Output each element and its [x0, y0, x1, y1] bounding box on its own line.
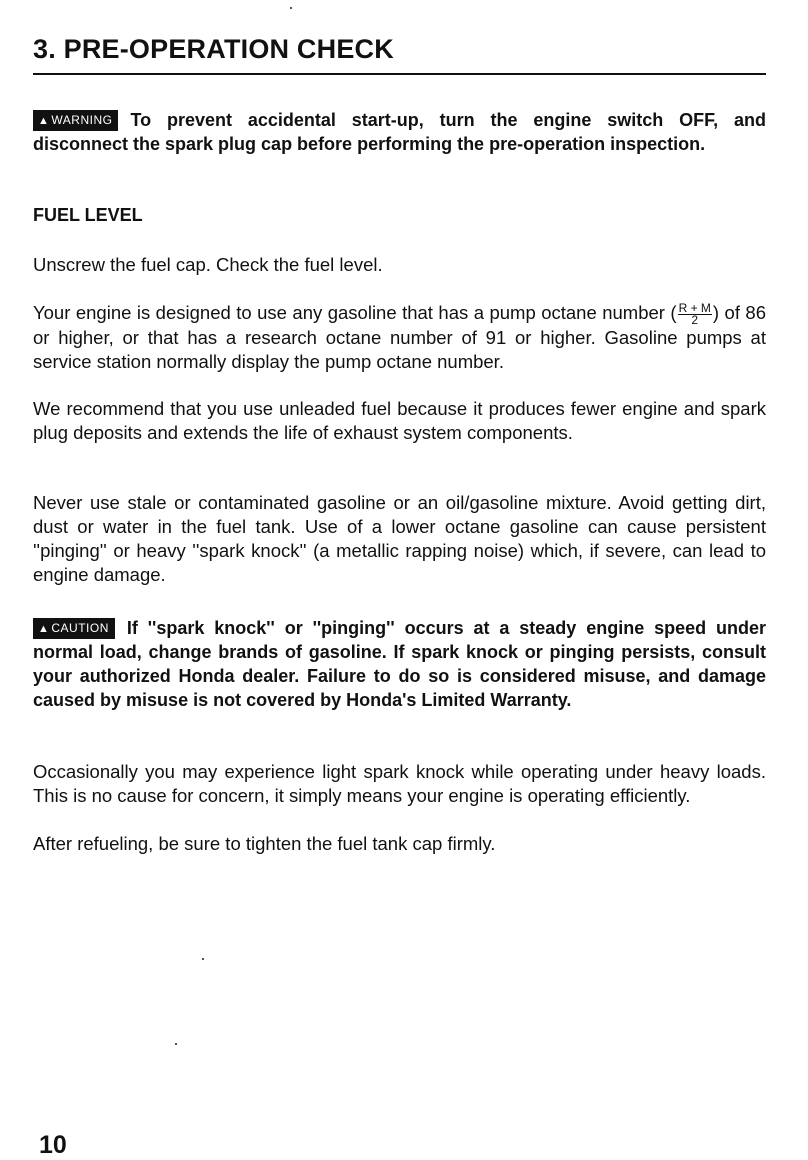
caution-text: If ''spark knock'' or ''pinging'' occurs at a steady engine speed under normal load, change brands of gasoline. If spark knock or pinging persists, consult your authorized Honda dealer. Failure to do so is considered misuse, and damage caused by misuse is not covered by Honda's Limited Warranty. — [33, 618, 766, 710]
caution-badge — [33, 618, 115, 639]
title-divider — [33, 73, 766, 75]
section-heading-fuel-level: FUEL LEVEL — [33, 205, 143, 225]
caution-notice — [33, 616, 766, 712]
paragraph-unscrew-cap: Unscrew the fuel cap. Check the fuel level. — [33, 254, 383, 275]
caution-triangle-icon: ▲ — [38, 623, 50, 635]
paragraph-octane — [33, 301, 766, 374]
warning-badge-label: WARNING — [51, 113, 113, 127]
scan-speck — [202, 958, 204, 960]
paragraph-light-spark-knock: Occasionally you may experience light spark knock while operating under heavy loads. This is no cause for concern, it simply means your engine is operating efficiently. — [33, 761, 766, 806]
warning-badge — [33, 110, 118, 131]
caution-badge-label: CAUTION — [51, 621, 109, 635]
octane-text-after: ) of 86 or higher, or that has a research octane number of 91 or higher. Gasoline pumps at service station normally display the pump octane number. — [33, 302, 766, 372]
paragraph-after-refueling: After refueling, be sure to tighten the fuel tank cap firmly. — [33, 833, 496, 854]
fraction-denominator: 2 — [691, 312, 699, 327]
scan-speck — [290, 7, 292, 9]
octane-text-before: Your engine is designed to use any gasoline that has a pump octane number ( — [33, 302, 677, 323]
octane-fraction — [678, 300, 712, 327]
fraction-numerator: R + M — [678, 300, 711, 315]
warning-triangle-icon: ▲ — [38, 115, 50, 127]
page-title: 3. PRE-OPERATION CHECK — [33, 34, 394, 64]
warning-notice — [33, 108, 766, 156]
warning-text: To prevent accidental start-up, turn the engine switch OFF, and disconnect the spark plug cap before performing the pre-operation inspection. — [33, 110, 766, 154]
paragraph-unleaded-recommendation: We recommend that you use unleaded fuel because it produces fewer engine and spark plug deposits and extends the life of exhaust system components. — [33, 398, 766, 443]
page-number: 10 — [39, 1131, 67, 1159]
paragraph-stale-gasoline: Never use stale or contaminated gasoline or an oil/gasoline mixture. Avoid getting dirt, dust or water in the fuel tank. Use of a lower octane gasoline can cause persistent ''pinging'' or heavy ''spark knock'' (a metallic rapping noise) which, if severe, can lead to engine damage. — [33, 492, 766, 585]
manual-page — [33, 0, 766, 1160]
scan-speck — [175, 1043, 177, 1045]
